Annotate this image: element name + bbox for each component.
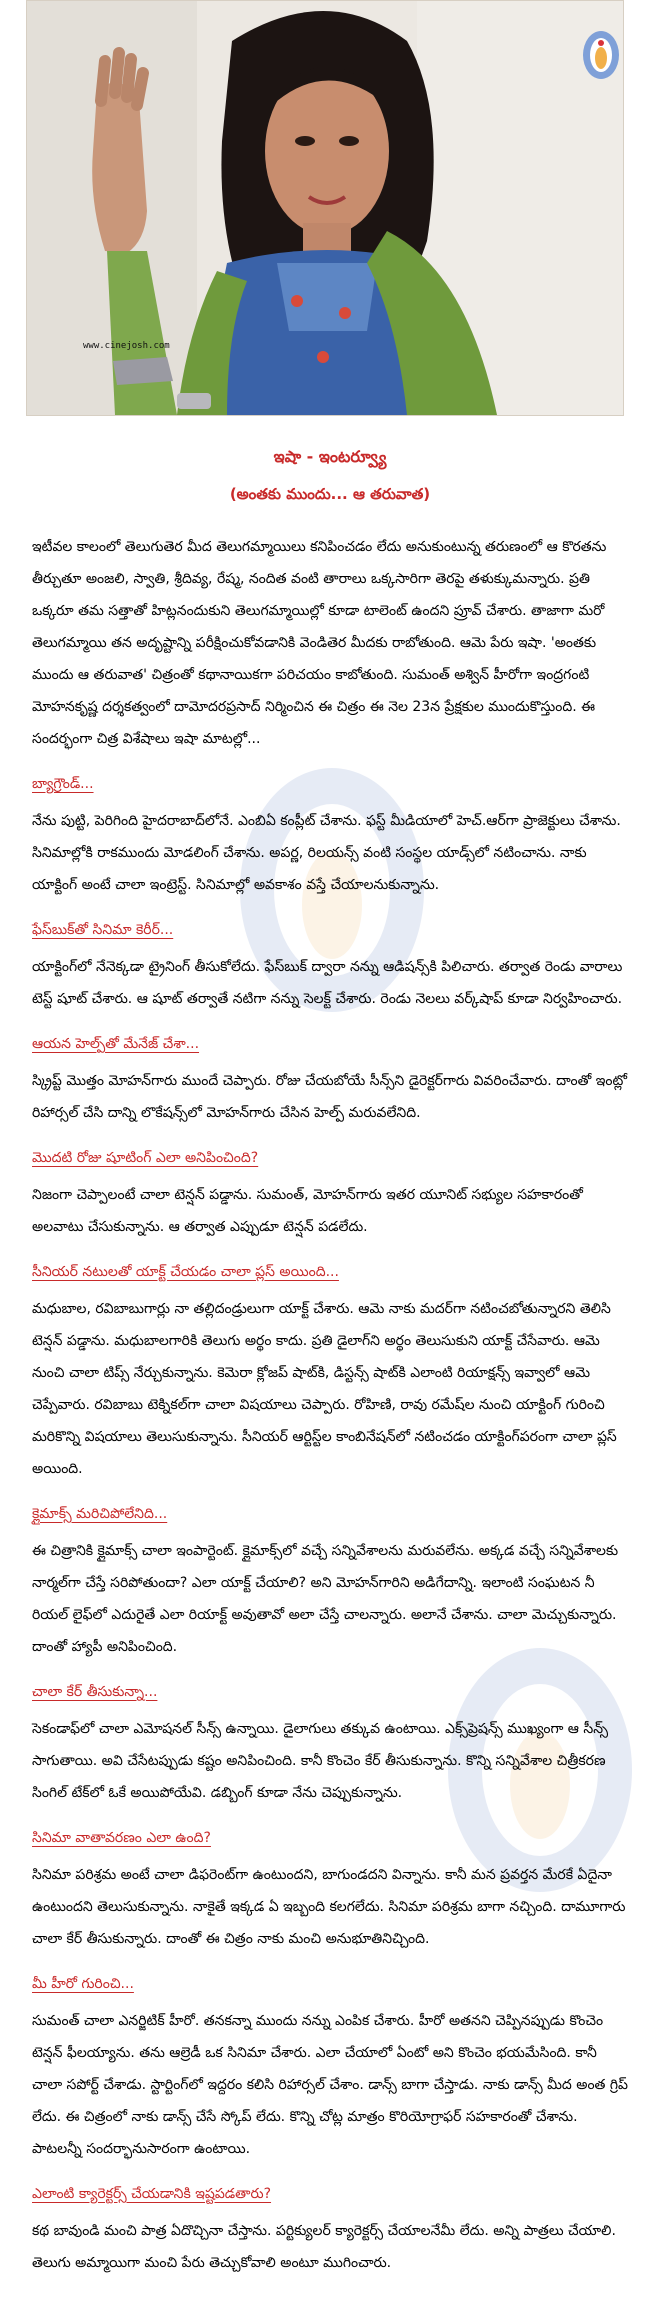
- section-question: సినిమా వాతావరణం ఎలా ఉంది?: [32, 1830, 211, 1846]
- hero-photo: [26, 0, 624, 416]
- section-question: ఫేస్‌బుక్‌తో సినిమా కెరీర్...: [32, 922, 174, 938]
- section-answer: సినిమా పరిశ్రమ అంటే చాలా డిఫరెంట్‌గా ఉంటుందని, బాగుండదని విన్నాను. కానీ మన ప్రవర్తన మేరకే ఏదైనా ఉంటుందని తెలుసుకున్నాను. నాకైతే ఇక్కడ ఏ ఇబ్బంది కలగలేదు. సినిమా పరిశ్రమ బాగా నచ్చింది. దామూగారు చాలా కేర్ తీసుకున్నారు. దాంతో ఈ చిత్రం నాకు మంచి అనుభూతినిచ్చింది.: [32, 1867, 626, 1947]
- section-answer: స్క్రిప్ట్ మొత్తం మోహన్‌గారు ముందే చెప్పారు. రోజు చేయబోయే సీన్స్‌ని డైరెక్టర్‌గారు వివరించేవారు. దాంతో ఇంట్లో రిహార్సల్ చేసి దాన్ని లొకేషన్స్‌లో మోహన్‌గారు చేసిన హెల్ప్ మరువలేనిది.: [32, 1073, 628, 1121]
- article-body: [32, 531, 628, 2297]
- article-title: ఇషా - ఇంటర్వ్యూ: [273, 447, 387, 466]
- section-question: ఆయన హెల్ప్‌తో మేనేజ్ చేశా...: [32, 1036, 200, 1052]
- section-question: ఎలాంటి క్యారెక్టర్స్ చేయడానికి ఇష్టపడతారు?: [32, 2186, 272, 2202]
- intro-paragraph: ఇటీవల కాలంలో తెలుగుతెర మీద తెలుగమ్మాయిలు కనిపించడం లేదు అనుకుంటున్న తరుణంలో ఆ కొరతను తీర్చుతూ అంజలి, స్వాతి, శ్రీదివ్య, రేష్మ, నందిత వంటి తారాలు ఒక్కసారిగా తెరపై తళుక్కుమన్నారు. ప్రతి ఒక్కరూ తమ సత్తాతో హిట్లనందుకుని తెలుగమ్మాయిల్లో కూడా టాలెంట్ ఉందని ప్రూవ్ చేశారు. తాజాగా మరో తెలుగమ్మాయి తన అదృష్టాన్ని పరీక్షించుకోవడానికి వెండితెర మీదకు రాబోతుంది. ఆమె పేరు ఇషా. 'అంతకు ముందు ఆ తరువాత' చిత్రంతో కథానాయికగా పరిచయం కాబోతుంది. సుమంత్ అశ్విన్ హీరోగా ఇంద్రగంటి మోహనకృష్ణ దర్శకత్వంలో దామోదరప్రసాద్ నిర్మించిన ఈ చిత్రం ఈ నెల 23న ప్రేక్షకుల ముందుకొస్తుంది. ఈ సందర్భంగా చిత్ర విశేషాలు ఇషా మాటల్లో...: [32, 539, 607, 747]
- section-question: మొదటి రోజు షూటింగ్ ఎలా అనిపించింది?: [32, 1150, 259, 1166]
- section-answer: సెకండాఫ్‌లో చాలా ఎమోషనల్ సీన్స్ ఉన్నాయి. డైలాగులు తక్కువ ఉంటాయి. ఎక్స్‌ప్రెషన్స్ ముఖ్యంగా ఆ సీన్స్ సాగుతాయి. అవి చేసేటప్పుడు కష్టం అనిపించింది. కానీ కొంచెం కేర్ తీసుకున్నాను. కొన్ని సన్నివేశాల చిత్రీకరణ సింగిల్ టేక్‌లో ఓకే అయిపోయేవి. డబ్బింగ్ కూడా నేను చెప్పుకున్నాను.: [32, 1721, 609, 1801]
- section-question: బ్యాగ్రౌండ్...: [32, 776, 94, 792]
- portrait-illustration: [27, 1, 623, 415]
- section-question: సీనియర్ నటులతో యాక్ట్ చేయడం చాలా ప్లస్ అయింది...: [32, 1264, 339, 1280]
- section-answer: కథ బావుండి మంచి పాత్ర ఏదొచ్చినా చేస్తాను. పర్టిక్యులర్ క్యారెక్టర్స్ చేయాలనేమీ లేదు. అన్ని పాత్రలు చేయాలి. తెలుగు అమ్మాయిగా మంచి పేరు తెచ్చుకోవాలి అంటూ ముగించారు.: [32, 2223, 616, 2271]
- section-question: క్లైమాక్స్ మరిచిపోలేనిది...: [32, 1506, 168, 1522]
- section-answer: ఈ చిత్రానికి క్లైమాక్స్ చాలా ఇంపార్టెంట్. క్లైమాక్స్‌లో వచ్చే సన్నివేశాలను మరువలేను. అక్కడ వచ్చే సన్నివేశాలకు నార్మల్‌గా చేస్తే సరిపోతుందా? ఎలా యాక్ట్ చేయాలి? అని మోహన్‌గారిని అడిగేదాన్ని. ఇలాంటి సంఘటన నీ రియల్ లైఫ్‌లో ఎదురైతే ఎలా రియాక్ట్ అవుతావో అలా చేస్తే చాలన్నారు. అలానే చేశాను. చాలా మెచ్చుకున్నారు. దాంతో హ్యాపీ అనిపించింది.: [32, 1543, 619, 1655]
- section-question: చాలా కేర్ తీసుకున్నా...: [32, 1684, 158, 1700]
- section-answer: నిజంగా చెప్పాలంటే చాలా టెన్షన్ పడ్డాను. సుమంత్, మోహన్‌గారు ఇతర యూనిట్ సభ్యుల సహకారంతో అలవాటు చేసుకున్నాను. ఆ తర్వాత ఎప్పుడూ టెన్షన్ పడలేదు.: [32, 1187, 583, 1235]
- section-answer: మధుబాల, రవిబాబుగార్లు నా తల్లిదండ్రులుగా యాక్ట్ చేశారు. ఆమె నాకు మదర్‌గా నటించబోతున్నారని తెలిసి టెన్షన్ పడ్డాను. మధుబాలగారికి తెలుగు అర్థం కాదు. ప్రతి డైలాగ్‌ని అర్థం తెలుసుకుని యాక్ట్ చేసేవారు. ఆమె నుంచి చాలా టిప్స్ నేర్చుకున్నాను. కెమెరా క్లోజప్ షాట్‌కి, డిస్టన్స్ షాట్‌కి ఎలాంటి రియాక్షన్స్ ఇవ్వాలో ఆమె చెప్పేవారు. రవిబాబు టెక్నికల్‌గా చాలా విషయాలు చెప్పారు. రోహిణి, రావు రమేష్‌ల నుంచి యాక్టింగ్ గురించి మరికొన్ని విషయాలు తెలుసుకున్నాను. సీనియర్ ఆర్టిస్ట్‌ల కాంబినేషన్‌లో నటించడం యాక్టింగ్‌పరంగా చాలా ప్లస్ అయింది.: [32, 1301, 617, 1477]
- section-answer: సుమంత్ చాలా ఎనర్జిటిక్ హీరో. తనకన్నా ముందు నన్ను ఎంపిక చేశారు. హీరో అతనని చెప్పినప్పుడు కొంచెం టెన్షన్ ఫీలయ్యాను. తను ఆల్రెడీ ఒక సినిమా చేశారు. ఎలా చేయాలో ఏంటో అని కొంచెం భయమేసింది. కానీ చాలా సపోర్ట్ చేశాడు. స్టార్టింగ్‌లో ఇద్దరం కలిసి రిహార్సల్ చేశాం. డాన్స్ బాగా చేస్తాడు. నాకు డాన్స్ మీద అంత గ్రిప్ లేదు. ఈ చిత్రంలో నాకు డాన్స్ చేసే స్కోప్ లేదు. కొన్ని చోట్ల మాత్రం కొరియోగ్రాఫర్ సహకారంతో చేశాను. పాటలన్నీ సందర్భానుసారంగా ఉంటాయి.: [32, 2013, 629, 2157]
- cinejosh-face-logo-icon: [579, 27, 623, 83]
- watermark-url: www.cinejosh.com: [83, 341, 170, 351]
- section-answer: యాక్టింగ్‌లో నేనెక్కడా ట్రైనింగ్ తీసుకోలేదు. ఫేస్‌బుక్ ద్వారా నన్ను ఆడిషన్స్‌కి పిలిచారు. తర్వాత రెండు వారాలు టెస్ట్ షూట్ చేశారు. ఆ షూట్ తర్వాతే నటిగా నన్ను సెలక్ట్ చేశారు. రెండు నెలలు వర్క్‌షాప్ కూడా నిర్వహించారు.: [32, 959, 623, 1007]
- section-question: మీ హీరో గురించి...: [32, 1976, 134, 1992]
- section-answer: నేను పుట్టి, పెరిగింది హైదరాబాద్‌లోనే. ఎంబిఏ కంప్లీట్ చేశాను. ఫస్ట్ మీడియాలో హెచ్.ఆర్‌గా ప్రాజెక్టులు చేశాను. సినిమాల్లోకి రాకముందు మోడలింగ్ చేశాను. అపర్ణ, రిలయన్స్ వంటి సంస్థల యాడ్స్‌లో నటించాను. నాకు యాక్టింగ్ అంటే చాలా ఇంట్రెస్ట్. సినిమాల్లో అవకాశం వస్తే చేయాలనుకున్నాను.: [32, 813, 621, 893]
- article-subtitle: (అంతకు ముందు... ఆ తరువాత): [229, 485, 431, 503]
